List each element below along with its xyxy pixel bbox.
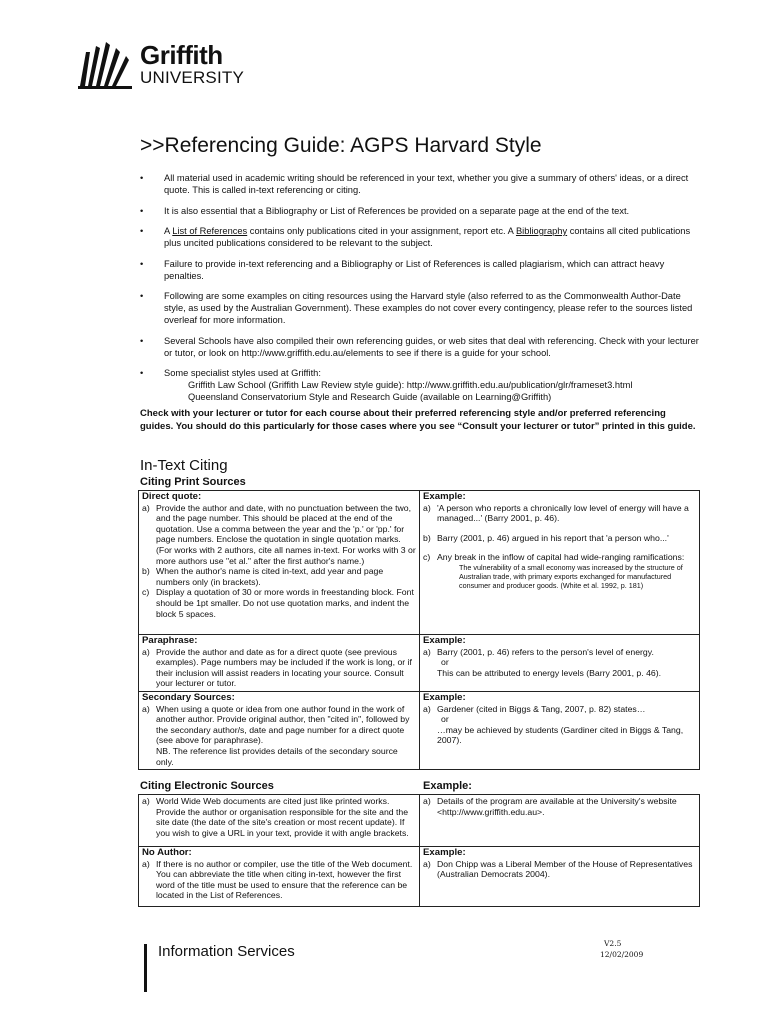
- griffith-logo: [78, 40, 278, 92]
- list-item: [423, 503, 696, 524]
- consult-note: Check with your lecturer or tutor for each course about their preferred referencing style and/or preferred referencing guides. You should do this particularly for those cases where you see “Consult your lecturer or tutor” printed in this guide.: [140, 408, 696, 432]
- row-title: Direct quote:: [142, 491, 202, 502]
- table-cell: [420, 847, 700, 907]
- item-marker: a): [423, 703, 431, 714]
- print-sources-table: [138, 490, 700, 770]
- logo-subtitle: UNIVERSITY: [140, 68, 245, 87]
- example-text: 'A person who reports a chronically low level of energy will have a managed...' (Barry 2001, p. 46).: [437, 502, 689, 524]
- list-item: [142, 566, 416, 587]
- item-text: When the author's name is cited in-text, add year and page numbers only (in brackets).: [156, 566, 384, 587]
- or-connector: or: [441, 714, 449, 725]
- item-marker: a): [423, 796, 431, 806]
- item-text: World Wide Web documents are cited just like printed works. Provide the author or organisation responsible for the site and the site date (the date of the site's creation or most recent update). If you wish to give a URL in your text, provide it with angle brackets.: [156, 796, 409, 838]
- example-text: This can be attributed to energy levels (Barry 2001, p. 46).: [437, 667, 662, 678]
- table-cell: [420, 795, 700, 847]
- bullet-icon: •: [140, 368, 144, 378]
- bullet-text: contains only publications cited in your assignment, report etc. A: [247, 226, 516, 236]
- table-row: [139, 795, 700, 847]
- example-title: Example:: [423, 691, 466, 703]
- table-cell: [139, 635, 420, 692]
- table-cell: [139, 847, 420, 907]
- block-quote-example: The vulnerability of a small economy was increased by the structure of Australian trade, with primary exports exchanged for manufactured consumer and producer goods. (White et al. 1992, p. 181): [459, 562, 683, 590]
- bullet-item: [140, 258, 700, 282]
- list-item: [142, 503, 416, 567]
- example-text: Don Chipp was a Liberal Member of the House of Representatives (Australian Democrats 2004).: [437, 858, 693, 880]
- logo-name: Griffith: [140, 40, 223, 70]
- item-marker: c): [423, 552, 431, 563]
- bullet-text: All material used in academic writing should be referenced in your text, whether you give a summary of others' ideas, or a direct quote. This is called in-text referencing or citing.: [164, 173, 689, 195]
- bullet-icon: •: [140, 335, 144, 346]
- bullet-text: A: [164, 226, 173, 236]
- row-title: Secondary Sources:: [142, 691, 235, 703]
- or-connector: or: [441, 657, 449, 668]
- list-item: [423, 647, 696, 658]
- example-title: Example:: [423, 491, 466, 502]
- bullet-text: Several Schools have also compiled their own referencing guides, or web sites that deal with referencing. Check with your lecturer or tutor, or look on http://www.griffith.edu.au/elements to see if there is a guide for your school.: [164, 335, 699, 358]
- table-cell: [420, 691, 700, 769]
- item-marker: c): [142, 587, 150, 598]
- table-row: [139, 847, 700, 907]
- bullet-text: Failure to provide in-text referencing and a Bibliography or List of References is called plagiarism, which can attract heavy penalties.: [164, 258, 665, 281]
- example-text: Barry (2001, p. 46) argued in his report that 'a person who...': [437, 532, 669, 543]
- list-item: [142, 859, 416, 901]
- list-of-references-term: List of References: [172, 226, 248, 236]
- bullet-icon: •: [140, 258, 144, 269]
- list-item: [423, 552, 696, 563]
- intext-heading: In-Text Citing: [140, 457, 228, 474]
- griffith-logo-icon: [78, 42, 134, 90]
- electronic-sources-heading: Citing Electronic Sources: [140, 780, 274, 792]
- example-text: Details of the program are available at the University's website <http://www.griffith.edu.au>.: [437, 796, 677, 817]
- bullet-item: [140, 367, 700, 403]
- page-title: >>Referencing Guide: AGPS Harvard Style: [140, 134, 542, 157]
- bullet-icon: •: [140, 291, 144, 301]
- table-cell: [139, 691, 420, 769]
- secondary-source-note: NB. The reference list provides details of the secondary source only.: [156, 745, 398, 767]
- electronic-sources-table: [138, 794, 700, 907]
- item-text: Provide the author and date as for a direct quote (see previous examples). Page numbers may be included if the work is long, or if their inclusion will assist readers in locating your source. Consult your lecturer or tutor.: [156, 646, 412, 689]
- table-cell: [139, 795, 420, 847]
- example-title: Example:: [423, 847, 466, 858]
- bullet-text: Some specialist styles used at Griffith:: [164, 368, 321, 378]
- list-item: [423, 533, 696, 544]
- example-title: Example:: [423, 635, 466, 646]
- table-cell: [139, 491, 420, 635]
- specialist-style-conservatorium: Queensland Conservatorium Style and Research Guide (available on Learning@Griffith): [188, 392, 552, 402]
- list-item: [142, 796, 416, 838]
- item-marker: b): [423, 532, 431, 543]
- bullet-icon: •: [140, 173, 144, 183]
- example-text: Gardener (cited in Biggs & Tang, 2007, p. 82) states…: [437, 703, 646, 714]
- item-text: When using a quote or idea from one author found in the work of another author. Provide original author, then "cited in", followed by the secondary author/s, date and page number for a direct quote (see above for paraphrase).: [156, 703, 410, 746]
- row-title: Paraphrase:: [142, 635, 198, 646]
- bullet-item: [140, 205, 700, 217]
- item-marker: a): [142, 703, 150, 714]
- footer-divider: [144, 944, 147, 992]
- example-text: Any break in the inflow of capital had wide-ranging ramifications:: [437, 552, 685, 563]
- intro-bullet-list: [140, 172, 700, 412]
- version-label: V2.5: [604, 939, 622, 948]
- bullet-text: Following are some examples on citing resources using the Harvard style (also referred to as the Commonwealth Author-Date style, as used by the Australian Government). These examples do not cover every contingency, please refer to the sources listed overleaf for more information.: [164, 291, 693, 325]
- bullet-item: [140, 335, 700, 359]
- table-cell: [420, 491, 700, 635]
- list-item: [423, 796, 696, 817]
- table-row: [139, 635, 700, 692]
- bullet-icon: •: [140, 226, 144, 236]
- item-marker: a): [142, 646, 150, 657]
- bullet-item: [140, 225, 700, 249]
- bibliography-term: Bibliography: [515, 226, 568, 236]
- table-row: [139, 691, 700, 769]
- item-marker: a): [423, 646, 431, 657]
- table-row: [139, 491, 700, 635]
- table-cell: [420, 635, 700, 692]
- specialist-style-law: Griffith Law School (Griffith Law Review style guide): http://www.griffith.edu.au/publication/glr/frameset3.html: [188, 380, 633, 390]
- list-item: [142, 647, 416, 689]
- bullet-item: [140, 290, 700, 326]
- footer-meta: [600, 938, 643, 960]
- item-text: If there is no author or compiler, use the title of the Web document. You can abbreviate the title when citing in-text, however the first word of the title must be used to ensure that the reference can be located in the List of References.: [156, 858, 413, 901]
- print-sources-heading: Citing Print Sources: [140, 476, 246, 488]
- footer-title: Information Services: [158, 943, 295, 960]
- item-text: Display a quotation of 30 or more words in freestanding block. Font should be 1pt smaller. Do not use quotation marks, and indent the block 5 spaces.: [156, 587, 414, 619]
- list-item: [142, 587, 416, 619]
- bullet-text: contains all cited publications plus uncited publications considered to be relevant to the subject.: [164, 226, 691, 248]
- item-marker: a): [142, 796, 150, 806]
- bullet-item: [140, 172, 700, 196]
- item-marker: a): [423, 858, 431, 869]
- example-text: …may be achieved by students (Gardiner cited in Biggs & Tang, 2007).: [437, 724, 684, 746]
- item-marker: a): [142, 858, 150, 869]
- item-marker: b): [142, 566, 150, 577]
- list-item: [423, 859, 696, 880]
- item-marker: a): [142, 502, 150, 513]
- list-item: [423, 704, 696, 715]
- bullet-text: It is also essential that a Bibliography or List of References be provided on a separate page at the end of the text.: [164, 205, 630, 216]
- electronic-example-heading: Example:: [423, 780, 472, 792]
- bullet-icon: •: [140, 205, 144, 216]
- example-text: Barry (2001, p. 46) refers to the person's level of energy.: [437, 646, 654, 657]
- item-marker: a): [423, 502, 431, 513]
- list-item: [142, 704, 416, 746]
- revision-date: 12/02/2009: [600, 950, 644, 959]
- row-title: No Author:: [142, 847, 192, 858]
- item-text: Provide the author and date, with no punctuation between the two, and the page number. This should be placed at the end of the quotation. Use a comma between the year and the 'p.' or 'pp.' for page numbers. Enclose the quotation in single quotation marks. (For works with 2 authors, cite all names in-text. For works with 3 or more authors use "et al." after the first author's name.): [156, 502, 416, 566]
